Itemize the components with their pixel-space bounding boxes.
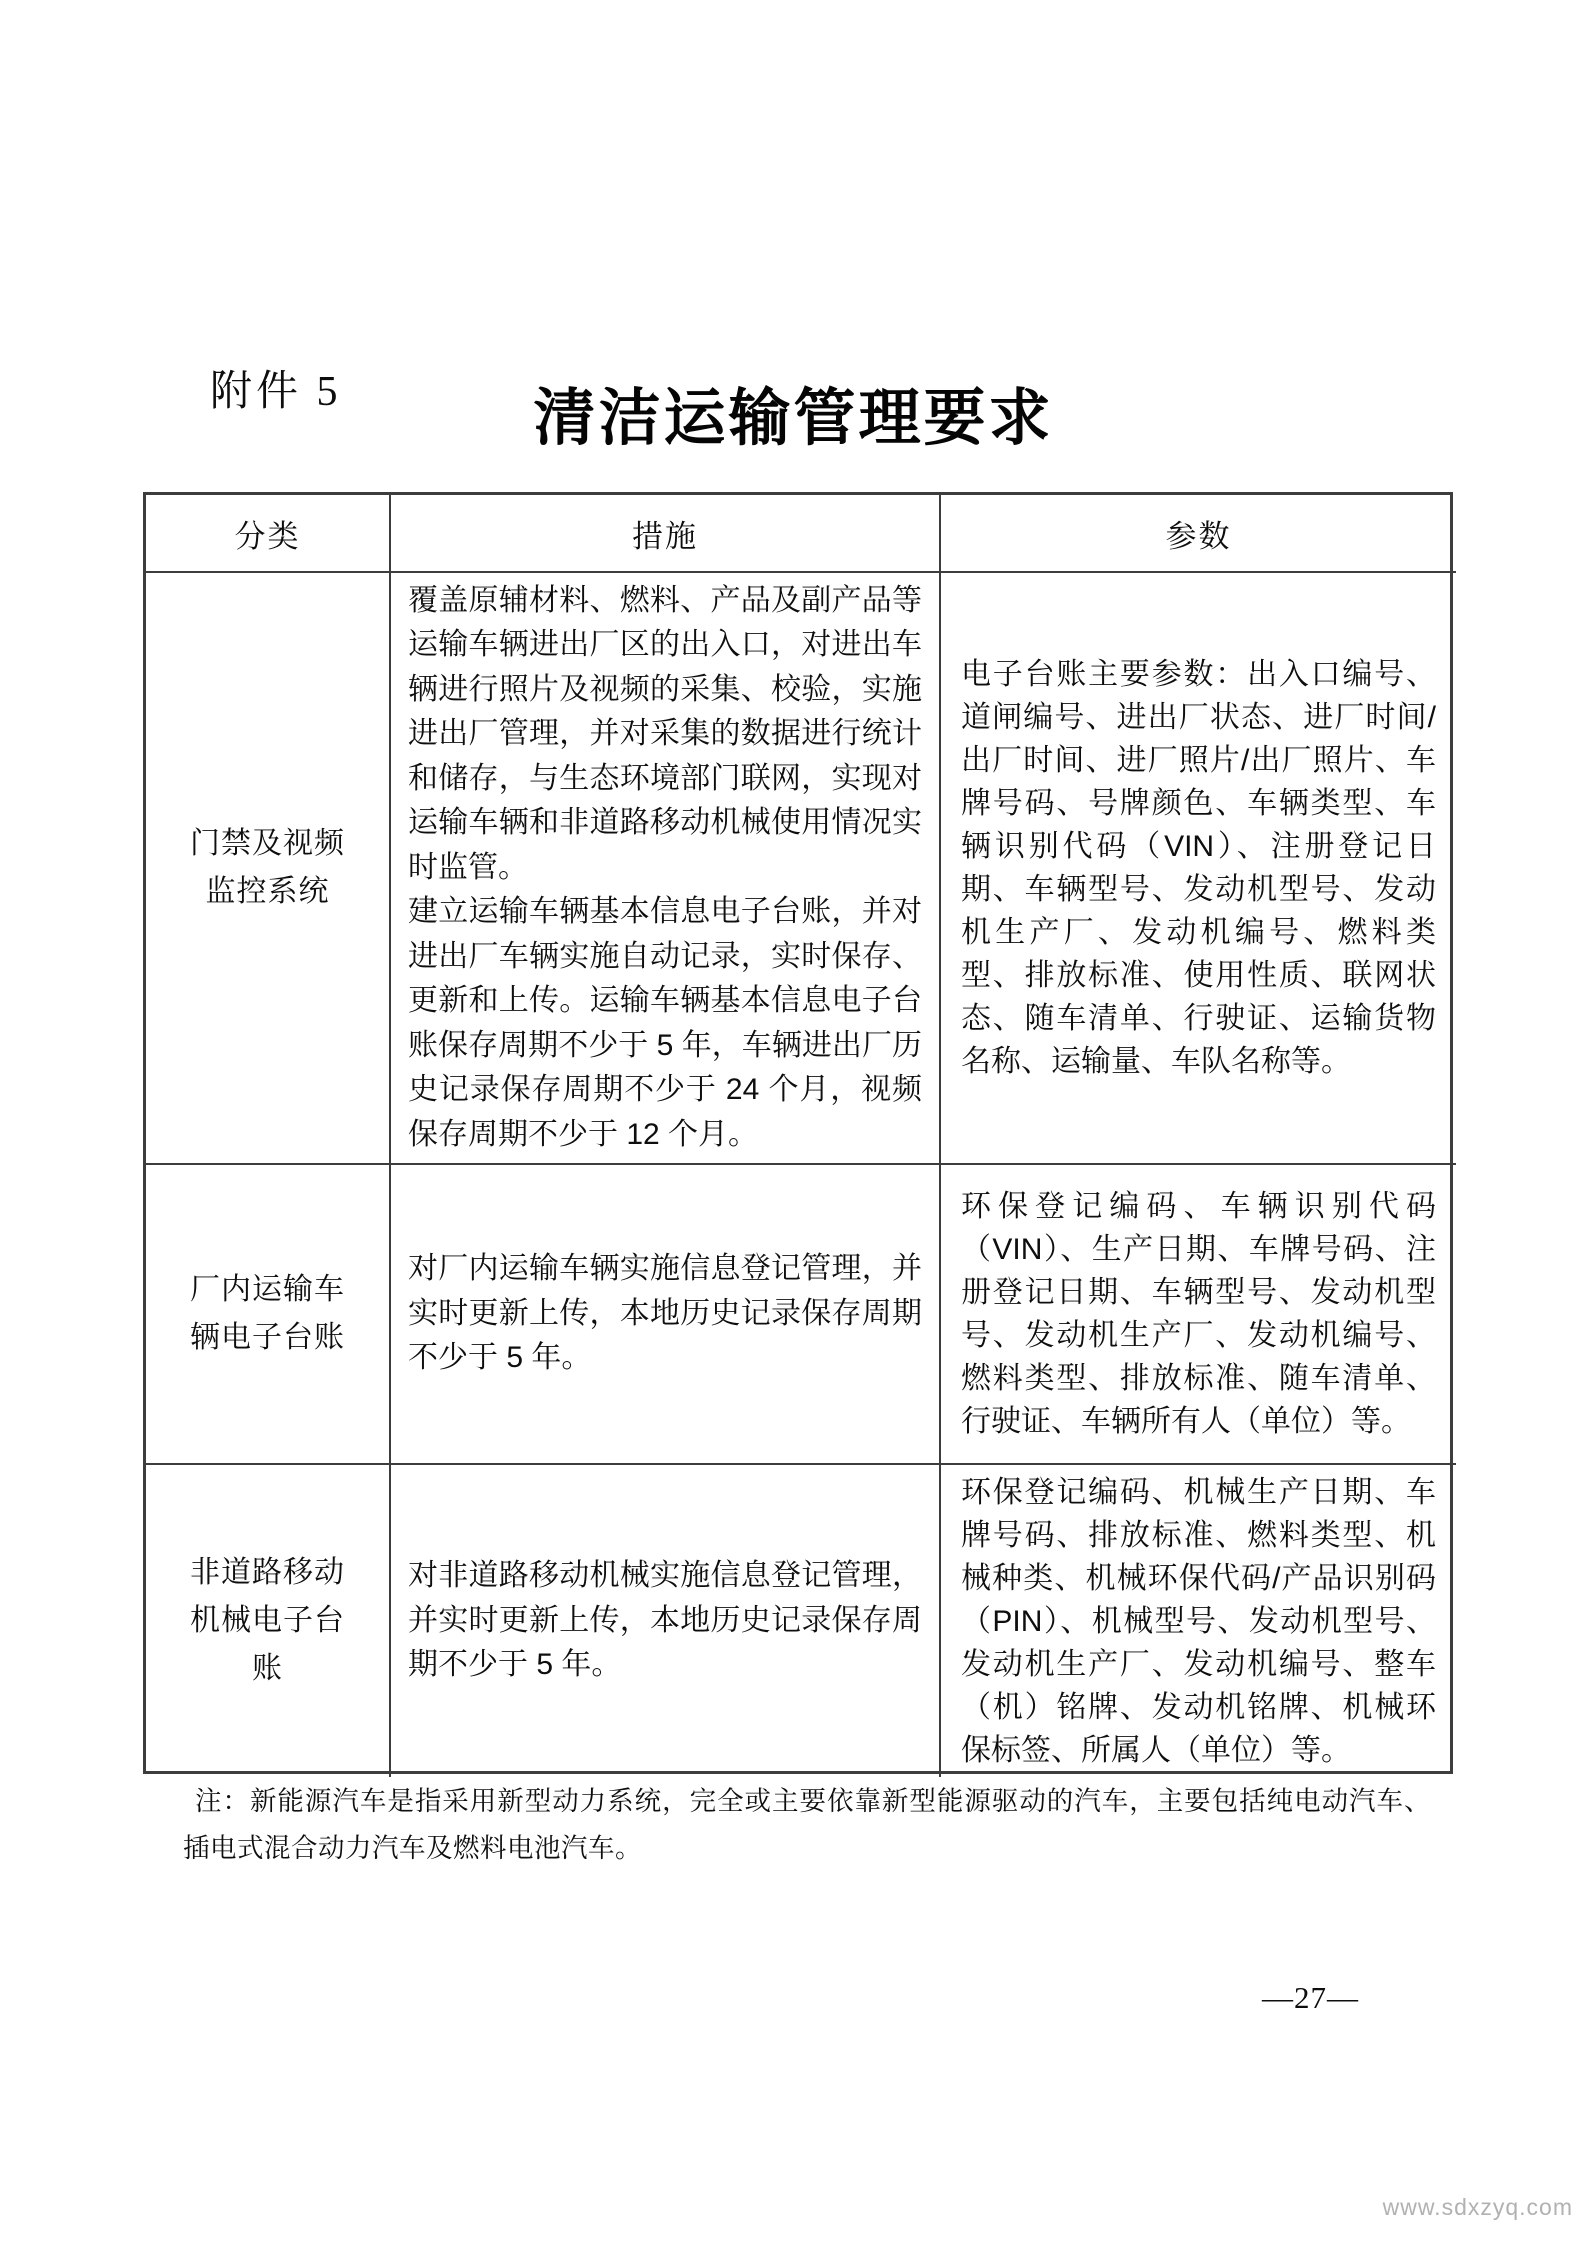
table-header-category: 分类 [146, 495, 391, 573]
table-row-3-category: 非道路移动机械电子台账 [146, 1465, 391, 1777]
table-header-parameters: 参数 [941, 495, 1456, 573]
measures-paragraph: 对非道路移动机械实施信息登记管理，并实时更新上传，本地历史记录保存周期不少于 5 年。 [408, 1559, 922, 1682]
measures-paragraph: 覆盖原辅材料、燃料、产品及副产品等运输车辆进出厂区的出入口，对进出车辆进行照片及视频的采集、校验，实施进出厂管理，并对采集的数据进行统计和储存，与生态环境部门联网，实现对运输车辆和非道路移动机械使用情况实时监管。 [408, 583, 922, 884]
measures-paragraph: 对厂内运输车辆实施信息登记管理，并实时更新上传，本地历史记录保存周期不少于 5 年。 [408, 1252, 922, 1375]
parameters-paragraph: 环保登记编码、车辆识别代码（VIN）、生产日期、车牌号码、注册登记日期、车辆型号、发动机型号、发动机生产厂、发动机编号、燃料类型、排放标准、随车清单、行驶证、车辆所有人（单位）等。 [961, 1190, 1436, 1438]
table-row-3-parameters [941, 1465, 1456, 1777]
parameters-paragraph: 环保登记编码、机械生产日期、车牌号码、排放标准、燃料类型、机械种类、机械环保代码/产品识别码（PIN）、机械型号、发动机型号、发动机生产厂、发动机编号、整车（机）铭牌、发动机铭牌、机械环保标签、所属人（单位）等。 [961, 1475, 1436, 1767]
requirements-table [143, 492, 1453, 1774]
table-row-1-category: 门禁及视频监控系统 [146, 573, 391, 1165]
table-row-1-measures [391, 573, 941, 1165]
page-title: 清洁运输管理要求 [533, 385, 1054, 453]
footnote: 注：新能源汽车是指采用新型动力系统，完全或主要依靠新型能源驱动的汽车，主要包括纯电动汽车、插电式混合动力汽车及燃料电池汽车。 [183, 1786, 1431, 1863]
table-row-2-category: 厂内运输车辆电子台账 [146, 1165, 391, 1465]
parameters-paragraph: 电子台账主要参数：出入口编号、道闸编号、进出厂状态、进厂时间/出厂时间、进厂照片/出厂照片、车牌号码、号牌颜色、车辆类型、车辆识别代码（VIN）、注册登记日期、车辆型号、发动机型号、发动机生产厂、发动机编号、燃料类型、排放标准、使用性质、联网状态、随车清单、行驶证、运输货物名称、运输量、车队名称等。 [961, 658, 1436, 1078]
table-row-3-measures [391, 1465, 941, 1777]
measures-paragraph: 建立运输车辆基本信息电子台账，并对进出厂车辆实施自动记录，实时保存、更新和上传。运输车辆基本信息电子台账保存周期不少于 5 年，车辆进出厂历史记录保存周期不少于 24 个月，视频保存周期不少于 12 个月。 [408, 895, 922, 1151]
table-header-measures: 措施 [391, 495, 941, 573]
table-row-2-measures [391, 1165, 941, 1465]
attachment-label: 附件 5 [210, 369, 342, 415]
page-number: —27— [1262, 1980, 1359, 2015]
table-row-2-parameters [941, 1165, 1456, 1465]
watermark: www.sdxzyq.com [1382, 2194, 1573, 2220]
table-row-1-parameters [941, 573, 1456, 1165]
